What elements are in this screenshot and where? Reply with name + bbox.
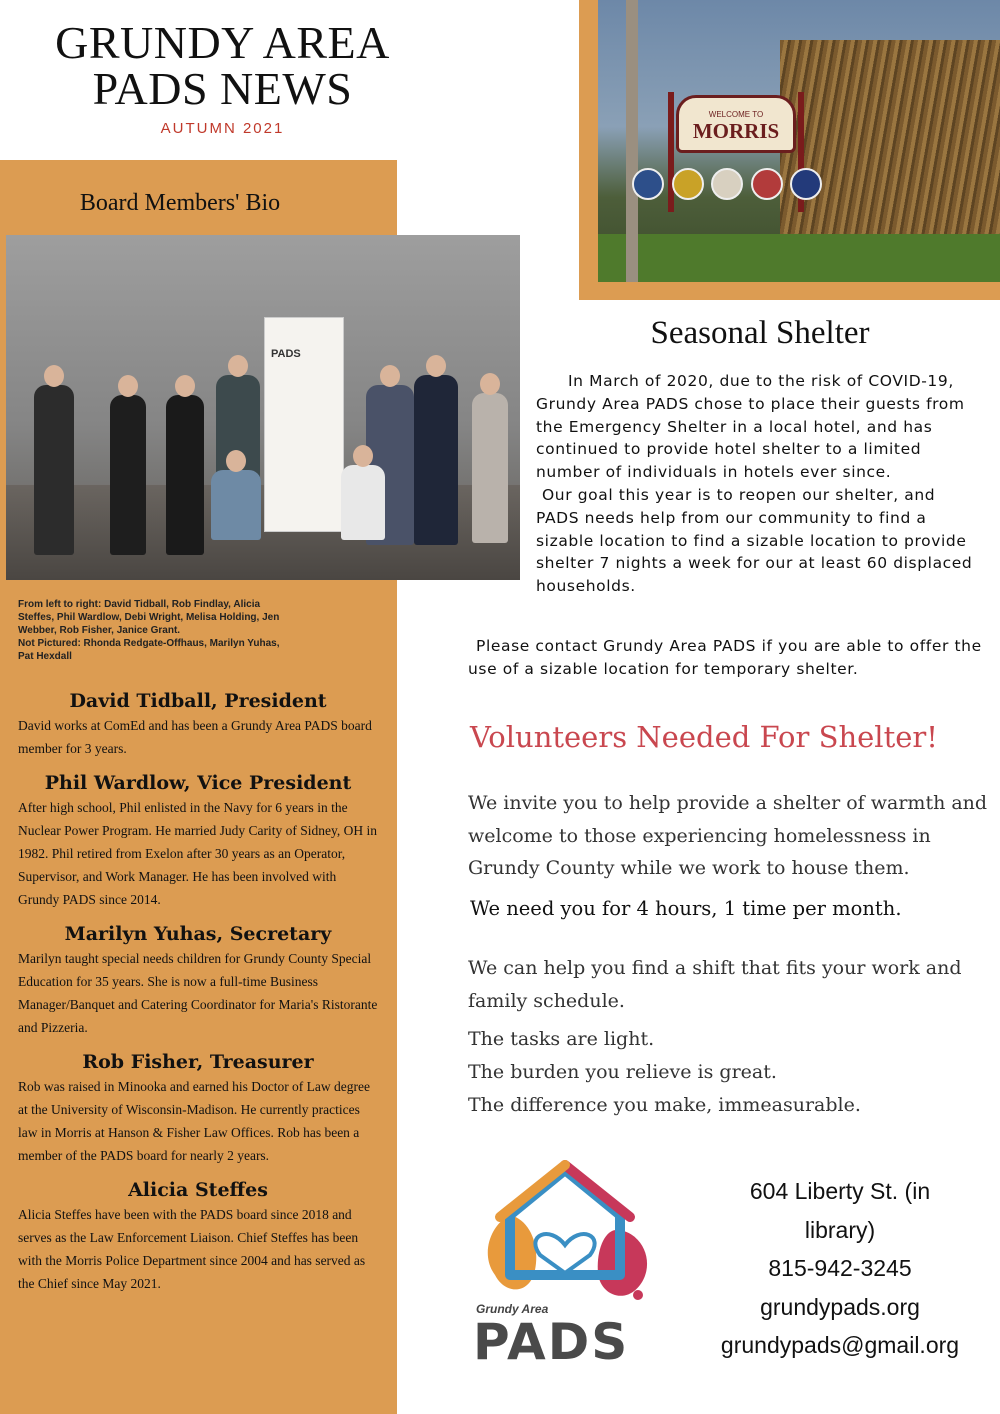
website-link[interactable]: grundypads.org [760,1293,920,1320]
volunteers-line: The burden you relieve is great. [468,1061,777,1083]
shelter-body [536,370,976,598]
sign-town: MORRIS [692,119,780,143]
caption-line: Webber, Rob Fisher, Janice Grant. [18,625,181,636]
bio-entry [18,1051,378,1167]
club-badge-icon [711,168,743,200]
caption-line: Steffes, Phil Wardlow, Debi Wright, Melisa Holding, Jen [18,612,280,623]
morris-sign-photo [598,0,1000,282]
photo-caption [18,598,378,663]
club-badge-icon [790,168,822,200]
bio-name: David Tidball, President [69,690,327,712]
person-figure [211,470,261,540]
volunteers-shift: We can help you find a shift that fits your work and family schedule. [468,957,962,1012]
logo-name: PADS [473,1313,630,1371]
title-line-1: GRUNDY AREA [55,17,390,68]
bio-name: Alicia Steffes [128,1179,268,1201]
sign-welcome: WELCOME TO [708,110,764,119]
person-figure [34,385,74,555]
caption-line: Pat Hexdall [18,651,72,662]
person-figure [341,465,385,540]
bio-entry [18,923,378,1039]
person-figure [414,375,458,545]
board-heading: Board Members' Bio [79,190,281,216]
bio-text: David works at ComEd and has been a Grundy Area PADS board member for 3 years. [18,718,372,756]
club-badge-icon [751,168,783,200]
volunteers-need: We need you for 4 hours, 1 time per month. [470,897,902,920]
utility-pole [626,0,638,282]
shelter-paragraph: Our goal this year is to reopen our shelter, and PADS needs help from our community to find a sizable location to find a sizable location to provide shelter 7 nights a week for our at least 60 displaced households. [536,485,973,596]
volunteers-invite: We invite you to help provide a shelter of warmth and welcome to those experiencing homelessness in Grundy County while we work to house them. [468,792,988,879]
welcome-sign [676,95,796,153]
board-group-photo [6,235,520,580]
email-link[interactable]: grundypads@gmail.org [720,1332,960,1358]
volunteers-line: The tasks are light. [468,1028,655,1050]
board-bios [18,690,378,1307]
person-figure [166,395,204,555]
pads-banner [264,317,344,532]
bio-entry [18,1179,378,1295]
volunteers-title: Volunteers Needed For Shelter! [470,720,938,754]
bio-text: After high school, Phil enlisted in the Navy for 6 years in the Nuclear Power Program. He married Judy Carity of Sidney, OH in 1982. Phil retired from Exelon after 30 years as an Operator, Supervisor, and Work Manager. He has been involved with Grundy PADS since 2014. [18,800,378,907]
newsletter-title [0,17,445,114]
caption-line: From left to right: David Tidball, Rob Findlay, Alicia [18,599,261,610]
bio-text: Alicia Steffes have been with the PADS board since 2018 and serves as the Law Enforcement Liaison. Chief Steffes has been with the Morris Police Department since 2004 and has served as the Chief since May 2021. [18,1207,366,1291]
caption-line: Not Pictured: Rhonda Redgate-Offhaus, Marilyn Yuhas, [18,638,280,649]
issue-date: AUTUMN 2021 [160,120,285,137]
bio-entry [18,772,378,911]
bio-entry [18,690,378,760]
person-figure [472,393,508,543]
bio-name: Marilyn Yuhas, Secretary [64,923,332,945]
person-figure [110,395,146,555]
address-line: library) [804,1216,876,1243]
volunteers-lines [468,1023,988,1122]
shelter-paragraph: In March of 2020, due to the risk of COVID-19, Grundy Area PADS chose to place their guests from the Emergency Shelter in a local hotel, and has continued to provide hotel shelter to a limited number of individuals in hotels ever since. [536,372,965,482]
address-line: 604 Liberty St. (in [749,1178,931,1204]
club-badges [632,168,822,202]
cornfield [780,40,1000,240]
bio-text: Marilyn taught special needs children for Grundy County Special Education for 35 years. She is now a full-time Business Manager/Banquet and Catering Coordinator for Maria's Ristorante and Pizzeria. [18,951,378,1035]
bio-name: Phil Wardlow, Vice President [44,772,352,794]
bio-name: Rob Fisher, Treasurer [82,1051,314,1073]
shelter-title: Seasonal Shelter [650,315,870,351]
shelter-contact: Please contact Grundy Area PADS if you are able to offer the use of a sizable location for temporary shelter. [468,637,982,678]
club-badge-icon [672,168,704,200]
pads-banner-label: PADS [271,348,301,360]
masthead [0,17,445,137]
contact-info [700,1172,980,1365]
club-badge-icon [632,168,664,200]
bio-text: Rob was raised in Minooka and earned his Doctor of Law degree at the University of Wisconsin-Madison. He currently practices law in Morris at Hanson & Fisher Law Offices. Rob has been a member of the PADS board for nearly 2 years. [18,1079,371,1163]
volunteers-line: The difference you make, immeasurable. [468,1094,861,1116]
phone-number: 815-942-3245 [768,1255,912,1281]
title-line-2: PADS NEWS [92,63,353,114]
grass [598,234,1000,282]
logo-subtitle: Grundy Area [476,1302,549,1316]
